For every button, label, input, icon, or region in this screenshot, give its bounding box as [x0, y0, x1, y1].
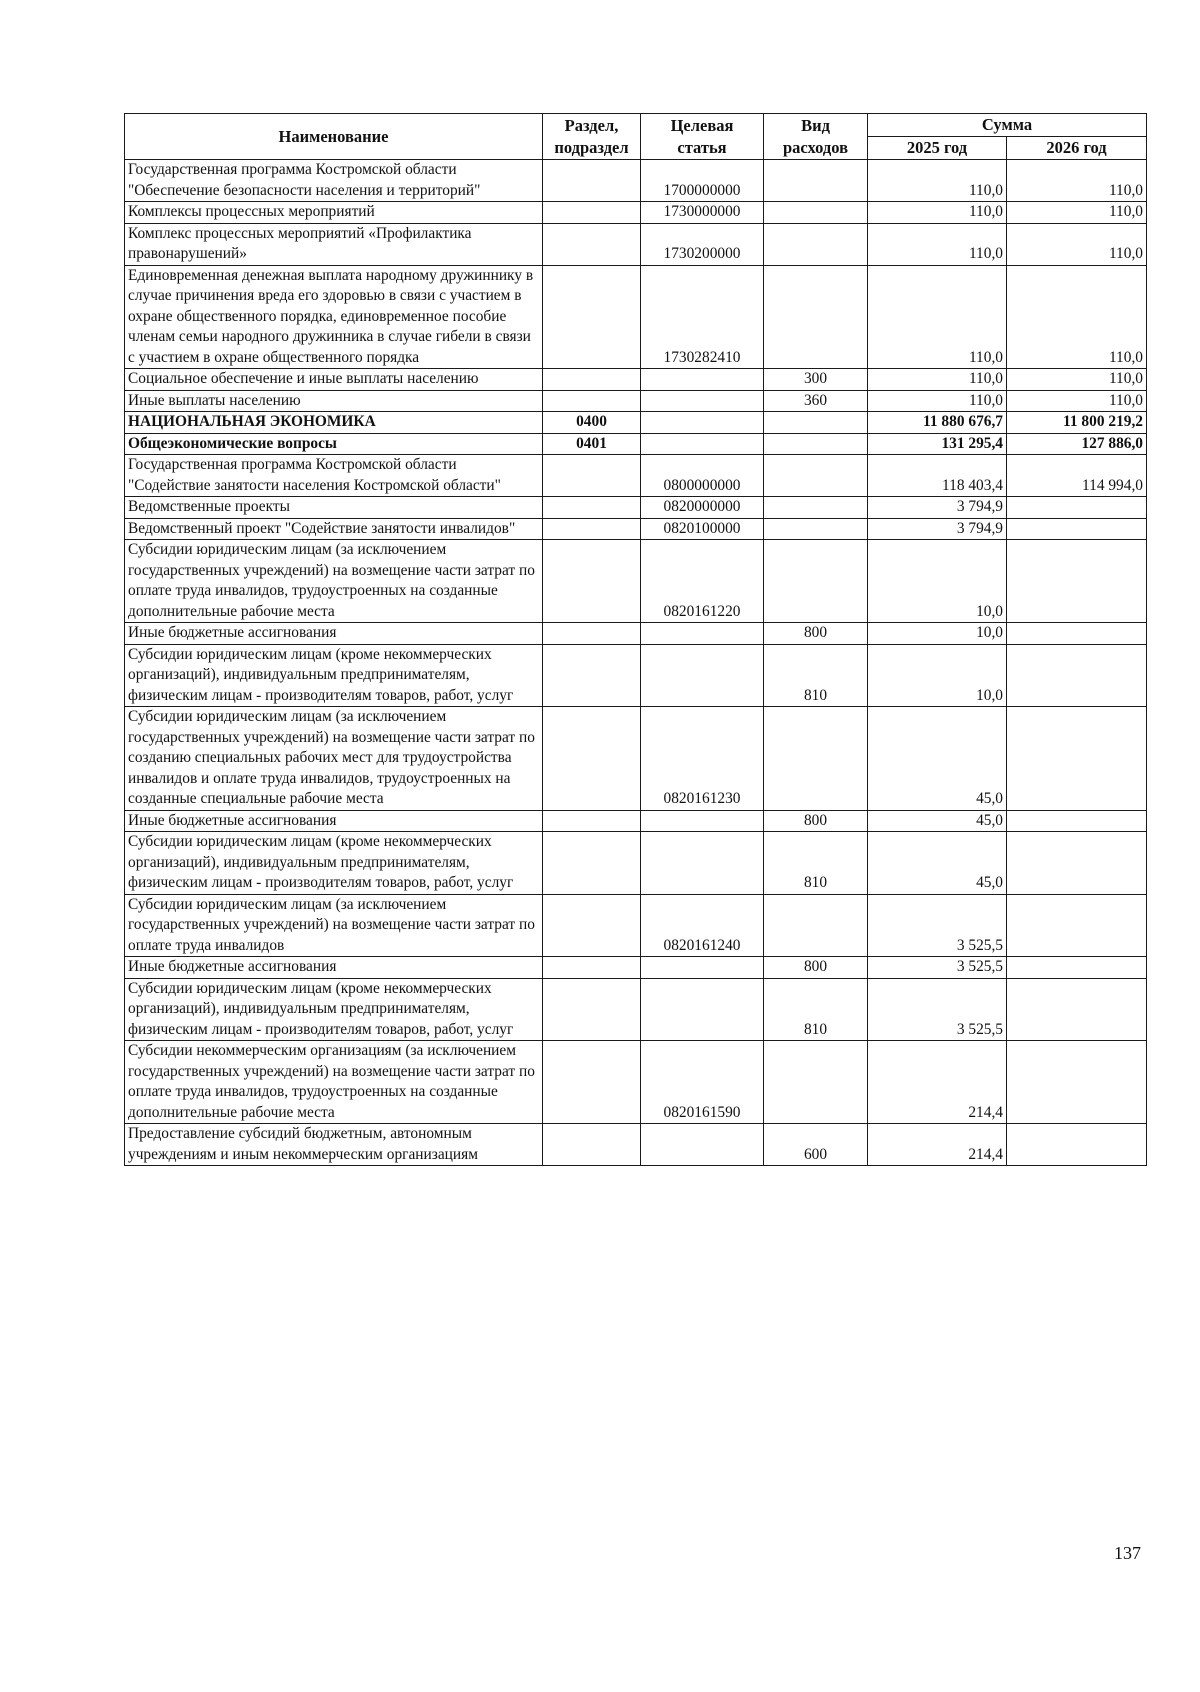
- cell-name: Общеэкономические вопросы: [125, 433, 543, 455]
- cell-expense-type: 300: [764, 369, 868, 391]
- cell-section: [543, 1041, 641, 1124]
- cell-expense-type: [764, 160, 868, 202]
- cell-sum-2026: 110,0: [1007, 223, 1147, 265]
- cell-sum-2026: [1007, 1124, 1147, 1166]
- cell-target: [641, 978, 764, 1041]
- table-body: [125, 160, 1147, 1166]
- cell-name: Субсидии юридическим лицам (кроме некоммерческих организаций), индивидуальным предпринимателям, физическим лицам - производителям товаров, работ, услуг: [125, 978, 543, 1041]
- header-year-2026: 2026 год: [1007, 137, 1147, 160]
- cell-target: [641, 644, 764, 707]
- cell-name: Единовременная денежная выплата народному дружиннику в случае причинения вреда его здоровью в связи с участием в охране общественного порядка, единовременное пособие членам семьи народного дружинника в случае гибели в связи с участием в охране общественного порядка: [125, 265, 543, 369]
- cell-name: Субсидии юридическим лицам (за исключением государственных учреждений) на возмещение части затрат по оплате труда инвалидов, трудоустроенных на созданные дополнительные рабочие места: [125, 540, 543, 623]
- cell-sum-2025: 45,0: [868, 707, 1007, 811]
- cell-section: [543, 810, 641, 832]
- cell-sum-2025: 3 525,5: [868, 894, 1007, 957]
- cell-expense-type: [764, 433, 868, 455]
- table-row: [125, 518, 1147, 540]
- cell-sum-2025: 118 403,4: [868, 455, 1007, 497]
- cell-section: [543, 978, 641, 1041]
- cell-target: [641, 390, 764, 412]
- cell-expense-type: 800: [764, 623, 868, 645]
- cell-expense-type: [764, 497, 868, 519]
- cell-section: [543, 160, 641, 202]
- cell-sum-2025: 214,4: [868, 1041, 1007, 1124]
- cell-section: [543, 455, 641, 497]
- cell-target: 0820100000: [641, 518, 764, 540]
- header-year-2025: 2025 год: [868, 137, 1007, 160]
- cell-section: [543, 390, 641, 412]
- cell-target: [641, 412, 764, 434]
- cell-section: [543, 1124, 641, 1166]
- cell-expense-type: [764, 412, 868, 434]
- cell-target: 0820161240: [641, 894, 764, 957]
- cell-sum-2026: [1007, 707, 1147, 811]
- cell-target: 1700000000: [641, 160, 764, 202]
- cell-target: 0820161590: [641, 1041, 764, 1124]
- cell-name: Иные бюджетные ассигнования: [125, 623, 543, 645]
- cell-expense-type: 810: [764, 644, 868, 707]
- cell-name: Комплекс процессных мероприятий «Профилактика правонарушений»: [125, 223, 543, 265]
- cell-sum-2025: 10,0: [868, 623, 1007, 645]
- table-row: [125, 202, 1147, 224]
- header-sum: Сумма: [868, 114, 1147, 137]
- cell-sum-2025: 11 880 676,7: [868, 412, 1007, 434]
- cell-expense-type: [764, 202, 868, 224]
- table-row: [125, 160, 1147, 202]
- cell-name: Иные бюджетные ассигнования: [125, 810, 543, 832]
- header-section: Раздел, подраздел: [543, 114, 641, 160]
- cell-sum-2025: 110,0: [868, 369, 1007, 391]
- cell-target: [641, 369, 764, 391]
- cell-sum-2026: [1007, 957, 1147, 979]
- cell-target: 1730282410: [641, 265, 764, 369]
- cell-section: [543, 623, 641, 645]
- cell-section: [543, 265, 641, 369]
- header-expense-type: Вид расходов: [764, 114, 868, 160]
- cell-name: Субсидии некоммерческим организациям (за исключением государственных учреждений) на возмещение части затрат по оплате труда инвалидов, трудоустроенных на созданные дополнительные рабочие места: [125, 1041, 543, 1124]
- cell-target: [641, 433, 764, 455]
- table-row: [125, 623, 1147, 645]
- cell-section: [543, 832, 641, 895]
- table-row: [125, 497, 1147, 519]
- cell-name: Субсидии юридическим лицам (кроме некоммерческих организаций), индивидуальным предпринимателям, физическим лицам - производителям товаров, работ, услуг: [125, 644, 543, 707]
- table-row: [125, 707, 1147, 811]
- cell-target: [641, 1124, 764, 1166]
- cell-sum-2026: [1007, 623, 1147, 645]
- cell-name: Иные бюджетные ассигнования: [125, 957, 543, 979]
- cell-section: 0401: [543, 433, 641, 455]
- cell-sum-2025: 3 525,5: [868, 978, 1007, 1041]
- cell-section: [543, 957, 641, 979]
- cell-sum-2025: 110,0: [868, 390, 1007, 412]
- table-row: [125, 412, 1147, 434]
- table-row: [125, 265, 1147, 369]
- cell-sum-2025: 45,0: [868, 810, 1007, 832]
- cell-expense-type: 800: [764, 957, 868, 979]
- cell-sum-2026: 11 800 219,2: [1007, 412, 1147, 434]
- cell-sum-2026: 110,0: [1007, 160, 1147, 202]
- cell-name: Субсидии юридическим лицам (кроме некоммерческих организаций), индивидуальным предпринимателям, физическим лицам - производителям товаров, работ, услуг: [125, 832, 543, 895]
- cell-sum-2025: 3 794,9: [868, 518, 1007, 540]
- cell-section: [543, 223, 641, 265]
- table-row: [125, 832, 1147, 895]
- cell-expense-type: [764, 518, 868, 540]
- cell-section: [543, 497, 641, 519]
- cell-expense-type: 360: [764, 390, 868, 412]
- cell-sum-2025: 110,0: [868, 223, 1007, 265]
- cell-name: Предоставление субсидий бюджетным, автономным учреждениям и иным некоммерческим организациям: [125, 1124, 543, 1166]
- cell-target: [641, 957, 764, 979]
- cell-sum-2026: [1007, 497, 1147, 519]
- cell-name: Ведомственные проекты: [125, 497, 543, 519]
- cell-section: [543, 540, 641, 623]
- budget-table: [124, 113, 1147, 1166]
- table-row: [125, 894, 1147, 957]
- cell-target: 0820000000: [641, 497, 764, 519]
- cell-sum-2025: 110,0: [868, 265, 1007, 369]
- cell-target: [641, 832, 764, 895]
- cell-sum-2025: 10,0: [868, 644, 1007, 707]
- cell-sum-2025: 110,0: [868, 160, 1007, 202]
- cell-target: 0800000000: [641, 455, 764, 497]
- cell-sum-2026: [1007, 810, 1147, 832]
- cell-target: [641, 810, 764, 832]
- cell-expense-type: 800: [764, 810, 868, 832]
- cell-expense-type: [764, 223, 868, 265]
- page-number: 137: [1114, 1543, 1141, 1563]
- cell-target: 0820161220: [641, 540, 764, 623]
- cell-sum-2025: 45,0: [868, 832, 1007, 895]
- cell-name: Социальное обеспечение и иные выплаты населению: [125, 369, 543, 391]
- cell-section: [543, 707, 641, 811]
- table-row: [125, 810, 1147, 832]
- table-row: [125, 1041, 1147, 1124]
- cell-sum-2026: 110,0: [1007, 265, 1147, 369]
- cell-sum-2026: 110,0: [1007, 369, 1147, 391]
- cell-expense-type: 810: [764, 832, 868, 895]
- cell-name: Государственная программа Костромской области "Содействие занятости населения Костромской области": [125, 455, 543, 497]
- cell-sum-2026: 127 886,0: [1007, 433, 1147, 455]
- cell-expense-type: [764, 540, 868, 623]
- cell-sum-2026: 110,0: [1007, 202, 1147, 224]
- cell-expense-type: [764, 707, 868, 811]
- cell-sum-2025: 10,0: [868, 540, 1007, 623]
- cell-expense-type: 810: [764, 978, 868, 1041]
- cell-sum-2025: 110,0: [868, 202, 1007, 224]
- cell-sum-2026: [1007, 832, 1147, 895]
- cell-expense-type: 600: [764, 1124, 868, 1166]
- cell-name: Государственная программа Костромской области "Обеспечение безопасности населения и территорий": [125, 160, 543, 202]
- cell-target: 1730200000: [641, 223, 764, 265]
- cell-sum-2025: 214,4: [868, 1124, 1007, 1166]
- cell-sum-2026: [1007, 644, 1147, 707]
- cell-section: [543, 369, 641, 391]
- header-name: Наименование: [125, 114, 543, 160]
- cell-sum-2025: 3 794,9: [868, 497, 1007, 519]
- table-row: [125, 223, 1147, 265]
- cell-sum-2026: 110,0: [1007, 390, 1147, 412]
- header-target: Целевая статья: [641, 114, 764, 160]
- cell-expense-type: [764, 1041, 868, 1124]
- cell-name: Ведомственный проект "Содействие занятости инвалидов": [125, 518, 543, 540]
- cell-sum-2026: [1007, 978, 1147, 1041]
- table-row: [125, 369, 1147, 391]
- cell-name: Субсидии юридическим лицам (за исключением государственных учреждений) на возмещение части затрат по оплате труда инвалидов: [125, 894, 543, 957]
- cell-expense-type: [764, 894, 868, 957]
- cell-sum-2026: [1007, 540, 1147, 623]
- cell-sum-2026: [1007, 894, 1147, 957]
- cell-sum-2026: 114 994,0: [1007, 455, 1147, 497]
- table-row: [125, 433, 1147, 455]
- cell-sum-2025: 3 525,5: [868, 957, 1007, 979]
- cell-sum-2025: 131 295,4: [868, 433, 1007, 455]
- table-row: [125, 390, 1147, 412]
- cell-target: [641, 623, 764, 645]
- cell-sum-2026: [1007, 518, 1147, 540]
- cell-target: 0820161230: [641, 707, 764, 811]
- cell-name: Субсидии юридическим лицам (за исключением государственных учреждений) на возмещение части затрат по созданию специальных рабочих мест для трудоустройства инвалидов и оплате труда инвалидов, трудоустроенных на созданные специальные рабочие места: [125, 707, 543, 811]
- cell-section: [543, 518, 641, 540]
- cell-section: 0400: [543, 412, 641, 434]
- table-row: [125, 978, 1147, 1041]
- cell-sum-2026: [1007, 1041, 1147, 1124]
- table-header: [125, 114, 1147, 160]
- table-row: [125, 1124, 1147, 1166]
- cell-expense-type: [764, 265, 868, 369]
- cell-section: [543, 644, 641, 707]
- table-row: [125, 644, 1147, 707]
- cell-section: [543, 894, 641, 957]
- table-row: [125, 540, 1147, 623]
- cell-target: 1730000000: [641, 202, 764, 224]
- table-row: [125, 957, 1147, 979]
- cell-name: Комплексы процессных мероприятий: [125, 202, 543, 224]
- cell-section: [543, 202, 641, 224]
- cell-expense-type: [764, 455, 868, 497]
- cell-name: Иные выплаты населению: [125, 390, 543, 412]
- cell-name: НАЦИОНАЛЬНАЯ ЭКОНОМИКА: [125, 412, 543, 434]
- table-row: [125, 455, 1147, 497]
